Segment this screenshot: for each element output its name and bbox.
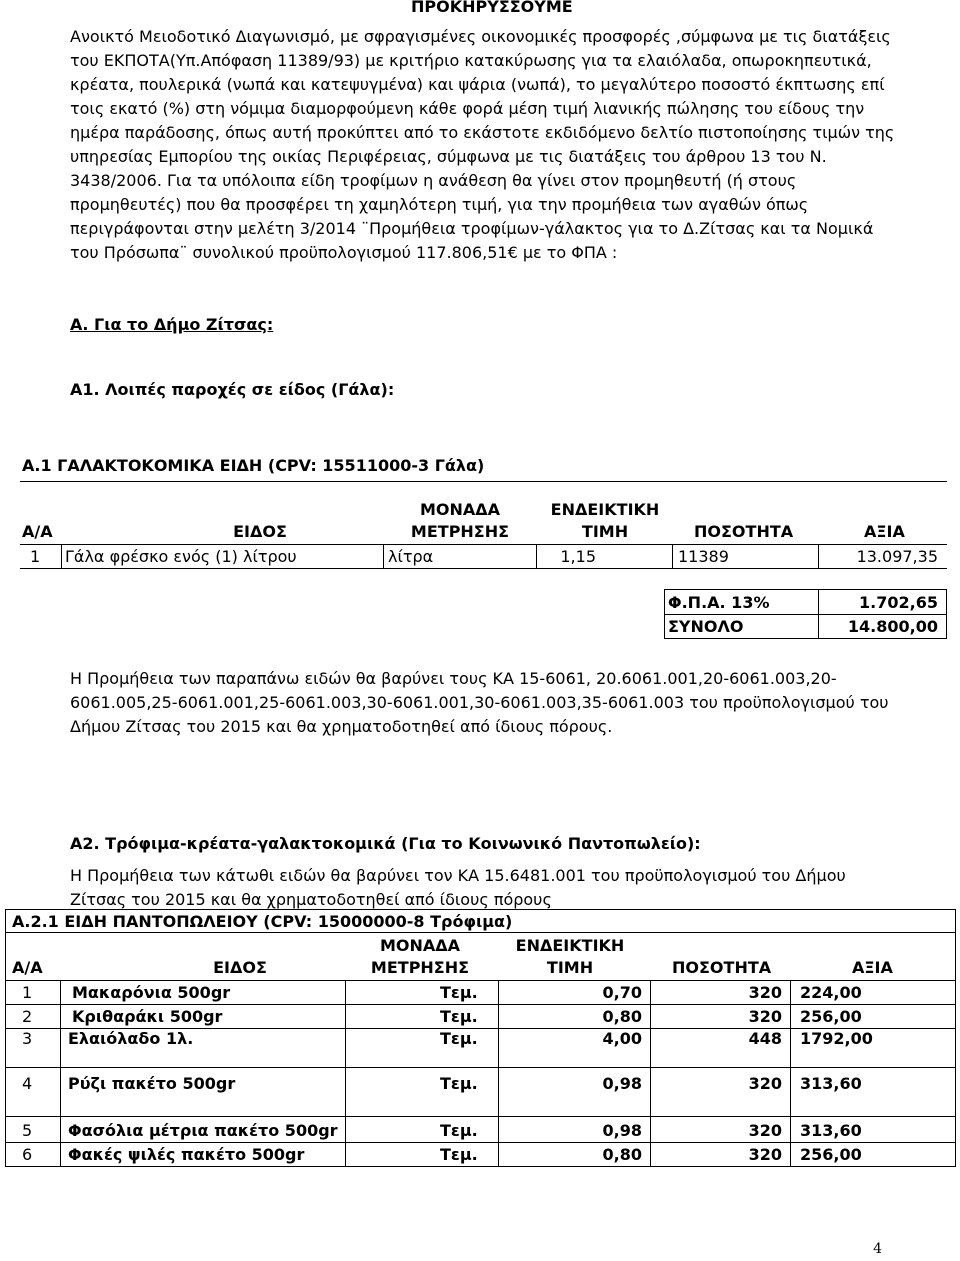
table1-divider [818,544,819,568]
section-a-heading: Α. Για το Δήμο Ζίτσας: [70,315,274,334]
cell-price: 1,15 [560,547,596,566]
cell-price: 0,80 [602,1145,642,1164]
intro-line: ημέρα παράδοσης, όπως αυτή προκύπτει από το εκάστοτε εκδιδόμενο δελτίο πιστοποίησης τιμών της [70,123,895,142]
table1-col-unit-1: ΜΟΝΑΔΑ [419,500,501,519]
page-heading: ΠΡΟΚΗΡΥΣΣΟΥΜΕ [411,0,573,16]
section-a1-heading: Α1. Λοιπές παροχές σε είδος (Γάλα): [70,380,395,399]
intro-line: Ανοικτό Μειοδοτικό Διαγωνισμό, με σφραγισμένες οικονομικές προσφορές ,σύμφωνα με τις διατάξεις [70,27,891,46]
cell-price: 0,80 [602,1007,642,1026]
table2-divider [345,980,346,1166]
table2-divider [955,909,956,1166]
intro-line: του ΕΚΠΟΤΑ(Υπ.Απόφαση 11389/93) με κριτήριο κατακύρωσης για τα ελαιόλαδα, οπωροκηπευτικά, [70,51,872,70]
table2-col-item: ΕΙΔΟΣ [213,958,267,977]
table2-col-price-1: ΕΝΔΕΙΚΤΙΚΗ [515,936,625,955]
cell-value: 256,00 [800,1007,862,1026]
totals-divider [664,589,665,638]
intro-line: κρέατα, πουλερικά (νωπά και κατεψυγμένα) και ψάρια (νωπά), το μεγαλύτερο ποσοστό έκπτωσης επί [70,75,885,94]
totals-divider [946,589,947,638]
table2-divider [650,980,651,1166]
table1-col-value: ΑΞΙΑ [864,522,905,541]
table2-divider [498,980,499,1166]
table2-caption: Α.2.1 ΕΙΔΗ ΠΑΝΤΟΠΩΛΕΙΟΥ (CPV: 15000000-8 Τρόφιμα) [12,912,513,931]
intro-line: 3438/2006. Για τα υπόλοιπα είδη τροφίμων η ανάθεση θα γίνει στον προμηθευτή (ή στους [70,171,797,190]
cell-aa: 3 [22,1029,33,1048]
table1-caption: Α.1 ΓΑΛΑΚΤΟΚΟΜΙΚΑ ΕΙΔΗ (CPV: 15511000-3 Γάλα) [22,456,485,475]
cell-item: Ελαιόλαδο 1λ. [68,1029,194,1048]
table1-col-price-2: ΤΙΜΗ [581,522,629,541]
cell-value: 313,60 [800,1074,862,1093]
note-line: Η Προμήθεια των κάτωθι ειδών θα βαρύνει τον ΚΑ 15.6481.001 του προϋπολογισμού του Δήμου [70,866,846,885]
cell-value: 13.097,35 [856,547,938,566]
table2-col-value: ΑΞΙΑ [852,958,893,977]
table1-divider [383,544,384,568]
cell-unit: Τεμ. [440,1007,478,1026]
cell-qty: 320 [748,1121,782,1140]
cell-qty: 320 [748,1007,782,1026]
cell-item: Μακαρόνια 500gr [72,983,231,1002]
table1-col-price-1: ΕΝΔΕΙΚΤΙΚΗ [550,500,660,519]
cell-price: 0,98 [602,1074,642,1093]
cell-aa: 6 [22,1145,33,1164]
cell-qty: 320 [748,983,782,1002]
table1-col-item: ΕΙΔΟΣ [233,522,287,541]
table1-top-border [20,481,947,482]
cell-value: 313,60 [800,1121,862,1140]
cell-qty: 320 [748,1074,782,1093]
table2-col-unit-2: ΜΕΤΡΗΣΗΣ [370,958,470,977]
cell-value: 1792,00 [800,1029,873,1048]
budget-note-1 [70,667,890,739]
cell-price: 0,98 [602,1121,642,1140]
cell-aa: 4 [22,1074,33,1093]
vat-label: Φ.Π.Α. 13% [668,593,770,612]
note-line: Ζίτσας του 2015 και θα χρηματοδοτηθεί από ίδιους πόρους [70,890,552,909]
row-border [5,1116,956,1117]
cell-aa: 1 [22,983,33,1002]
table2-bottom-border [5,1166,956,1167]
budget-note-2 [70,864,890,912]
total-label: ΣΥΝΟΛΟ [668,617,744,636]
section-a2-heading: Α2. Τρόφιμα-κρέατα-γαλακτοκομικά (Για το Κοινωνικό Παντοπωλείο): [70,834,701,853]
totals-bottom-border [664,638,947,639]
intro-paragraph [70,25,895,265]
cell-qty: 448 [748,1029,782,1048]
intro-line: του Πρόσωπα¨ συνολικού προϋπολογισμού 117.806,51€ με το ΦΠΑ : [70,243,618,262]
intro-line: περιγράφονται στην μελέτη 3/2014 ¨Προμήθεια τροφίμων-γάλακτος για το Δ.Ζίτσας και τα Νομικά [70,219,874,238]
cell-aa: 5 [22,1121,33,1140]
totals-divider [818,589,819,638]
table2-divider [60,980,61,1166]
cell-item: Ρύζι πακέτο 500gr [68,1074,236,1093]
cell-unit: Τεμ. [440,1029,478,1048]
table1-divider [672,544,673,568]
totals-top-border [664,589,947,590]
table2-col-unit-1: ΜΟΝΑΔΑ [379,936,461,955]
intro-line: προμηθευτές) που θα προσφέρει τη χαμηλότερη τιμή, για την προμήθεια των αγαθών όπως [70,195,809,214]
cell-item: Φακές ψιλές πακέτο 500gr [68,1145,305,1164]
cell-unit: Τεμ. [440,983,478,1002]
note-line: Η Προμήθεια των παραπάνω ειδών θα βαρύνει τους ΚΑ 15-6061, 20.6061.001,20-6061.003,20- [70,669,837,688]
cell-unit: Τεμ. [440,1121,478,1140]
cell-value: 224,00 [800,983,862,1002]
table1-col-qty: ΠΟΣΟΤΗΤΑ [694,522,794,541]
intro-line: υπηρεσίας Εμπορίου της οικίας Περιφέρειας, σύμφωνα με τις διατάξεις του άρθρου 13 του Ν. [70,147,827,166]
table2-col-qty: ΠΟΣΟΤΗΤΑ [672,958,772,977]
intro-line: τοις εκατό (%) στη νόμιμα διαμορφούμενη κάθε φορά μέση τιμή λιανικής πώλησης του είδους την [70,99,865,118]
cell-aa: 2 [22,1007,33,1026]
table1-bottom-border [20,568,947,569]
total-value: 14.800,00 [847,617,938,636]
cell-qty: 11389 [678,547,729,566]
table1-col-aa: Α/Α [22,522,53,541]
table2-divider [5,909,6,1166]
table2-divider [790,980,791,1166]
cell-unit: Τεμ. [440,1074,478,1093]
cell-aa: 1 [30,547,41,566]
table2-col-price-2: ΤΙΜΗ [546,958,594,977]
page-number: 4 [873,1241,882,1257]
cell-unit: λίτρα [388,547,434,566]
cell-unit: Τεμ. [440,1145,478,1164]
cell-qty: 320 [748,1145,782,1164]
cell-price: 0,70 [602,983,642,1002]
vat-value: 1.702,65 [859,593,938,612]
cell-item: Γάλα φρέσκο ενός (1) λίτρου [65,547,297,566]
table2-col-aa: Α/Α [12,958,43,977]
note-line: Δήμου Ζίτσας του 2015 και θα χρηματοδοτηθεί από ίδιους πόρους. [70,717,613,736]
note-line: 6061.005,25-6061.001,25-6061.003,30-6061.001,30-6061.003,35-6061.003 του προϋπολογισμού του [70,693,889,712]
cell-item: Φασόλια μέτρια πακέτο 500gr [68,1121,338,1140]
cell-value: 256,00 [800,1145,862,1164]
cell-price: 4,00 [602,1029,642,1048]
cell-item: Κριθαράκι 500gr [72,1007,223,1026]
table2-caption-border [5,932,956,933]
table1-divider [61,544,62,568]
table1-divider [536,544,537,568]
table1-col-unit-2: ΜΕΤΡΗΣΗΣ [410,522,510,541]
row-border [5,1067,956,1068]
